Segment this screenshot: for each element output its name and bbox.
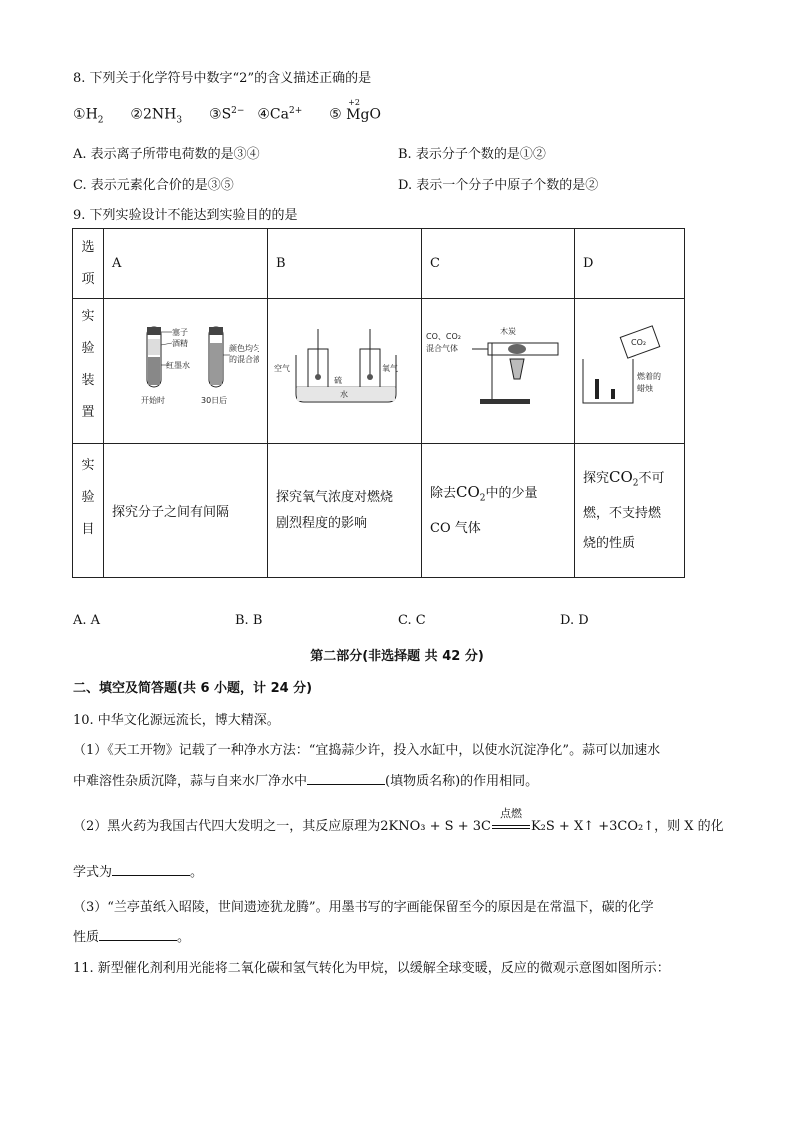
co2-candle-diagram — [575, 299, 676, 439]
symbol-1-marker: ① — [73, 106, 86, 123]
header-d: D — [575, 229, 685, 299]
label-oxygen: 氧气 — [382, 364, 398, 373]
q9-answer-a[interactable]: A. A — [73, 613, 101, 628]
purpose-c — [422, 444, 575, 578]
q10-part3-prefix: 性质 — [73, 930, 100, 945]
purpose-b — [268, 444, 422, 578]
purpose-d-part-1: 探究 — [583, 471, 610, 487]
header-label-2: 项 — [81, 272, 95, 287]
equation-arrow — [491, 807, 531, 834]
purpose-c-subscript: 2 — [479, 493, 486, 504]
symbol-3-marker: ③ — [209, 106, 222, 123]
purpose-d-part-2: 不可 — [638, 471, 665, 487]
q10-part1-text: 中难溶性杂质沉降，蒜与自来水厂净水中 — [73, 774, 308, 789]
header-label-cell — [73, 229, 104, 299]
q10-part3-blank[interactable] — [99, 928, 177, 941]
q8-symbol-list — [73, 97, 381, 126]
label-red-ink: 红墨水 — [166, 361, 190, 370]
q10-part2-period: 。 — [190, 865, 204, 880]
symbol-4-superscript: 2+ — [288, 106, 303, 116]
q8-option-b[interactable]: B. 表示分子个数的是①② — [398, 147, 546, 162]
q10-part1-line1: （1）《天工开物》记载了一种净水方法：“宜捣蒜少许，投入水缸中，以使水沉淀净化”。蒜可以加速水 — [73, 743, 661, 758]
q10-part2-text: （2）黑火药为我国古代四大发明之一，其反应原理为 — [73, 819, 381, 834]
equation-condition: 点燃 — [499, 807, 522, 820]
part-two-title: 第二部分(非选择题 共 42 分) — [310, 649, 484, 664]
symbol-5-marker: ⑤ — [329, 106, 342, 123]
label-co2: CO₂ — [631, 338, 647, 347]
symbol-2-marker: ② — [130, 106, 143, 123]
label-stopper: 塞子 — [172, 328, 188, 337]
purpose-c-formula: CO — [456, 483, 480, 502]
sulfur-combustion-diagram — [268, 299, 413, 439]
q10-part1-blank[interactable] — [307, 772, 385, 785]
apparatus-d-cell — [575, 299, 685, 444]
apparatus-label-4: 置 — [81, 405, 95, 420]
symbol-2-subscript: 3 — [176, 115, 183, 126]
apparatus-label-2: 验 — [81, 341, 95, 356]
purpose-d-line-2: 燃，不支持燃 — [583, 505, 662, 521]
q8-option-a[interactable]: A. 表示离子所带电荷数的是③④ — [73, 147, 260, 162]
symbol-5: Mg — [346, 106, 370, 123]
q10-part1-suffix: (填物质名称)的作用相同。 — [385, 774, 539, 789]
label-30-days: 30日后 — [201, 396, 228, 405]
apparatus-label-1: 实 — [81, 309, 95, 324]
purpose-c-part-1: 除去 — [430, 486, 457, 502]
q8-option-c[interactable]: C. 表示元素化合价的是③⑤ — [73, 178, 234, 193]
q10-part2-blank[interactable] — [112, 863, 190, 876]
q10-part3-line2 — [73, 926, 190, 945]
q10-part2-line2 — [73, 861, 203, 880]
apparatus-b-cell — [268, 299, 422, 444]
q9-answer-d[interactable]: D. D — [560, 613, 589, 628]
purpose-label-1: 实 — [81, 458, 95, 473]
q10-part3-line1: （3）“兰亭茧纸入昭陵，世间遗迹犹龙腾”。用墨书写的字画能保留至今的原因是在常温下，碳的化学 — [73, 900, 654, 915]
label-water: 水 — [340, 390, 348, 399]
symbol-2: 2NH — [142, 106, 177, 123]
purpose-d-subscript: 2 — [632, 478, 639, 489]
test-tube-diffusion-diagram — [104, 299, 259, 439]
purpose-b-line-1: 探究氧气浓度对燃烧 — [276, 489, 394, 505]
q8-stem: 8. 下列关于化学符号中数字“2”的含义描述正确的是 — [73, 71, 372, 86]
purpose-a: 探究分子之间有间隔 — [104, 444, 268, 578]
apparatus-label-3: 装 — [81, 373, 95, 388]
section-two-title: 二、填空及简答题(共 6 小题，计 24 分) — [73, 681, 313, 696]
q9-stem: 9. 下列实验设计不能达到实验目的的是 — [73, 208, 298, 223]
label-burning: 燃着的 — [637, 372, 661, 381]
q10-part2-suffix: ，则 X 的化 — [654, 819, 724, 834]
header-label-1: 选 — [81, 240, 95, 255]
symbol-5-oxygen: O — [369, 106, 381, 123]
label-air: 空气 — [274, 364, 290, 373]
purpose-c-part-2: 中的少量 — [485, 486, 538, 502]
label-sulfur: 硫 — [334, 376, 342, 385]
label-start: 开始时 — [141, 396, 165, 405]
purpose-c-line-2: CO 气体 — [430, 520, 481, 536]
symbol-1: H — [85, 106, 98, 123]
equation-right: K₂S + X↑ +3CO₂↑ — [530, 819, 655, 834]
q9-answer-b[interactable]: B. B — [235, 613, 263, 628]
symbol-3: S — [221, 106, 232, 123]
symbol-5-valence: +2 — [348, 97, 360, 107]
q11-stem: 11. 新型催化剂利用光能将二氧化碳和氢气转化为甲烷，以缓解全球变暖，反应的微观示意图如图所示： — [73, 961, 670, 976]
apparatus-a-cell — [104, 299, 268, 444]
label-gas-2: 混合气体 — [426, 344, 458, 353]
purpose-d-formula: CO — [609, 468, 633, 487]
label-uniform: 颜色均匀 — [229, 344, 259, 353]
purpose-b-line-2: 剧烈程度的影响 — [276, 515, 368, 531]
label-mixture: 的混合液 — [229, 355, 259, 364]
label-gas-1: CO、CO₂ — [426, 332, 461, 341]
equation-left: 2KNO₃ + S + 3C — [380, 819, 491, 834]
symbol-3-superscript: 2− — [231, 106, 245, 116]
purpose-label-3: 目 — [81, 522, 95, 537]
carbon-reduction-diagram — [422, 299, 566, 439]
header-c: C — [422, 229, 575, 299]
label-charcoal: 木炭 — [500, 327, 516, 336]
q8-option-d[interactable]: D. 表示一个分子中原子个数的是② — [398, 178, 599, 193]
q10-part2-answer-prefix: 学式为 — [73, 865, 113, 880]
symbol-4: Ca — [269, 106, 289, 123]
purpose-d-line-3: 烧的性质 — [583, 535, 636, 551]
q10-stem: 10. 中华文化源远流长，博大精深。 — [73, 713, 280, 728]
q9-answer-c[interactable]: C. C — [398, 613, 426, 628]
label-candle: 蜡烛 — [637, 384, 653, 393]
label-alcohol: 酒精 — [172, 339, 188, 348]
symbol-1-subscript: 2 — [97, 115, 104, 126]
header-a: A — [104, 229, 268, 299]
symbol-4-marker: ④ — [257, 106, 270, 123]
q10-part1-line2 — [73, 770, 538, 789]
purpose-label-2: 验 — [81, 490, 95, 505]
apparatus-label-cell — [73, 299, 104, 444]
q9-experiment-table — [72, 228, 685, 578]
stopper-shape — [147, 327, 161, 335]
header-b: B — [268, 229, 422, 299]
purpose-d — [575, 444, 685, 578]
q10-part3-period: 。 — [177, 930, 191, 945]
apparatus-c-cell — [422, 299, 575, 444]
purpose-label-cell — [73, 444, 104, 578]
q10-part2-line1 — [73, 807, 724, 834]
